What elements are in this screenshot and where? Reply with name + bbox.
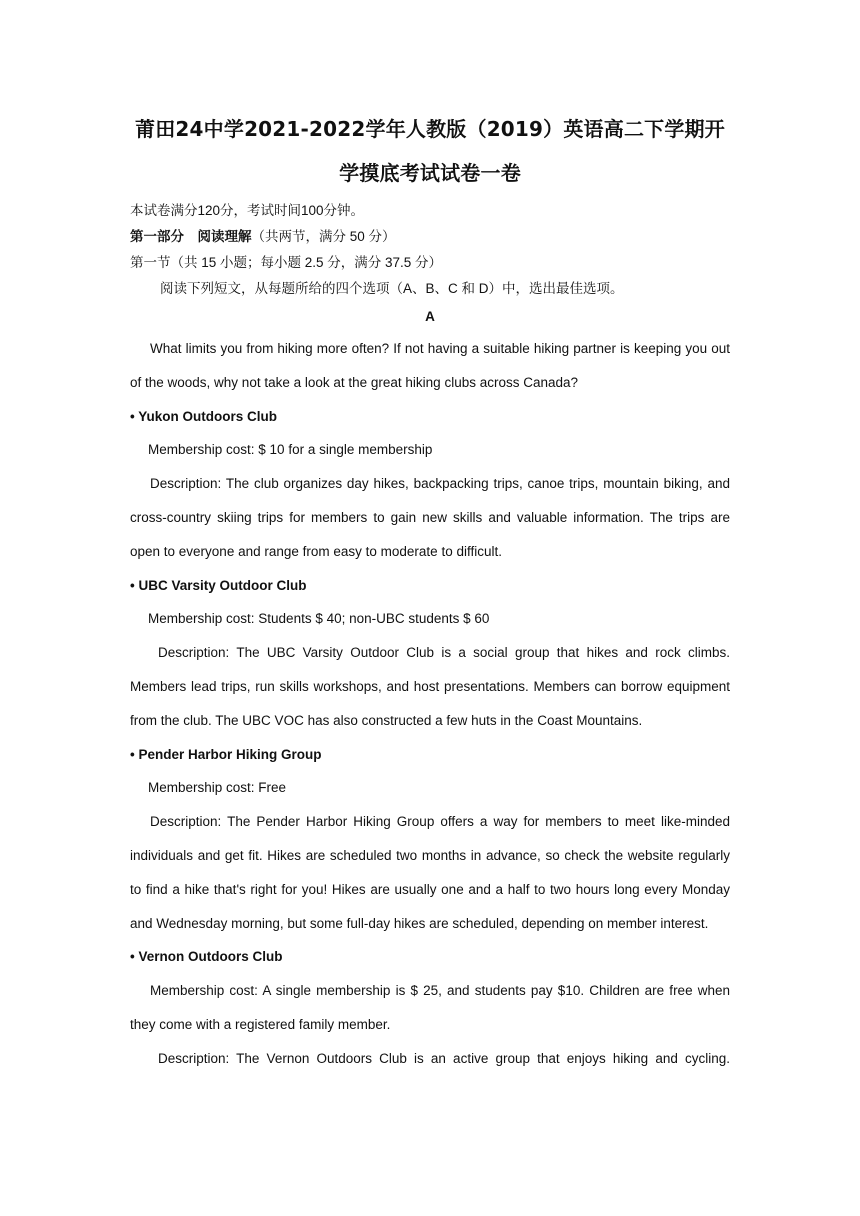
part-note: （共两节，满分 50 分） xyxy=(251,229,396,244)
page-title xyxy=(130,112,730,190)
club-cost: Membership cost: Students $ 40; non-UBC students $ 60 xyxy=(148,611,490,627)
section-info: 第一节（共 15 小题；每小题 2.5 分，满分 37.5 分） xyxy=(130,255,443,270)
exam-intro xyxy=(130,198,730,302)
club-name: • Yukon Outdoors Club xyxy=(130,408,277,424)
passage-letter: A xyxy=(425,309,435,324)
club-yukon xyxy=(130,400,730,569)
club-vernon xyxy=(130,940,730,1075)
title-line-2: 学摸底考试试卷一卷 xyxy=(339,161,521,185)
club-cost: Membership cost: Free xyxy=(148,780,287,796)
exam-page xyxy=(130,112,730,1076)
club-description: Description: The UBC Varsity Outdoor Club is a social group that hikes and rock climbs. Members lead trips, run skills workshops, and host presentations. Members can borrow equipment from the club. The UBC VOC has also constructed a few huts in the Coast Mountains. xyxy=(130,645,730,728)
passage-opening: What limits you from hiking more often? If not having a suitable hiking partner is keeping you out of the woods, why not take a look at the great hiking clubs across Canada? xyxy=(130,341,730,390)
club-cost: Membership cost: A single membership is $ 25, and students pay $10. Children are free when they come with a registered family member. xyxy=(130,983,730,1032)
club-description: Description: The Vernon Outdoors Club is an active group that enjoys hiking and cycling. xyxy=(158,1050,730,1066)
club-cost: Membership cost: $ 10 for a single membership xyxy=(148,442,433,458)
part-label: 第一部分 阅读理解 xyxy=(130,229,252,244)
club-name: • UBC Varsity Outdoor Club xyxy=(130,577,307,593)
instruction: 阅读下列短文，从每题所给的四个选项（A、B、C 和 D）中，选出最佳选项。 xyxy=(160,281,624,296)
club-name: • Pender Harbor Hiking Group xyxy=(130,746,322,762)
exam-info: 本试卷满分120分，考试时间100分钟。 xyxy=(130,203,365,218)
club-pender-harbor xyxy=(130,738,730,941)
club-description: Description: The club organizes day hikes, backpacking trips, canoe trips, mountain biking, and cross-country skiing trips for members to gain new skills and valuable information. The trips are open to everyone and range from easy to moderate to difficult. xyxy=(130,476,730,559)
club-name: • Vernon Outdoors Club xyxy=(130,949,283,965)
part-heading xyxy=(130,224,730,250)
club-description: Description: The Pender Harbor Hiking Group offers a way for members to meet like-minded individuals and get fit. Hikes are scheduled two months in advance, so check the website regularly to find a hike that's right for you! Hikes are usually one and a half to two hours long every Monday and Wednesday morning, but some full-day hikes are scheduled, depending on member interest. xyxy=(130,814,730,931)
club-ubc xyxy=(130,569,730,738)
title-line-1: 莆田24中学2021-2022学年人教版（2019）英语高二下学期开 xyxy=(135,117,725,141)
